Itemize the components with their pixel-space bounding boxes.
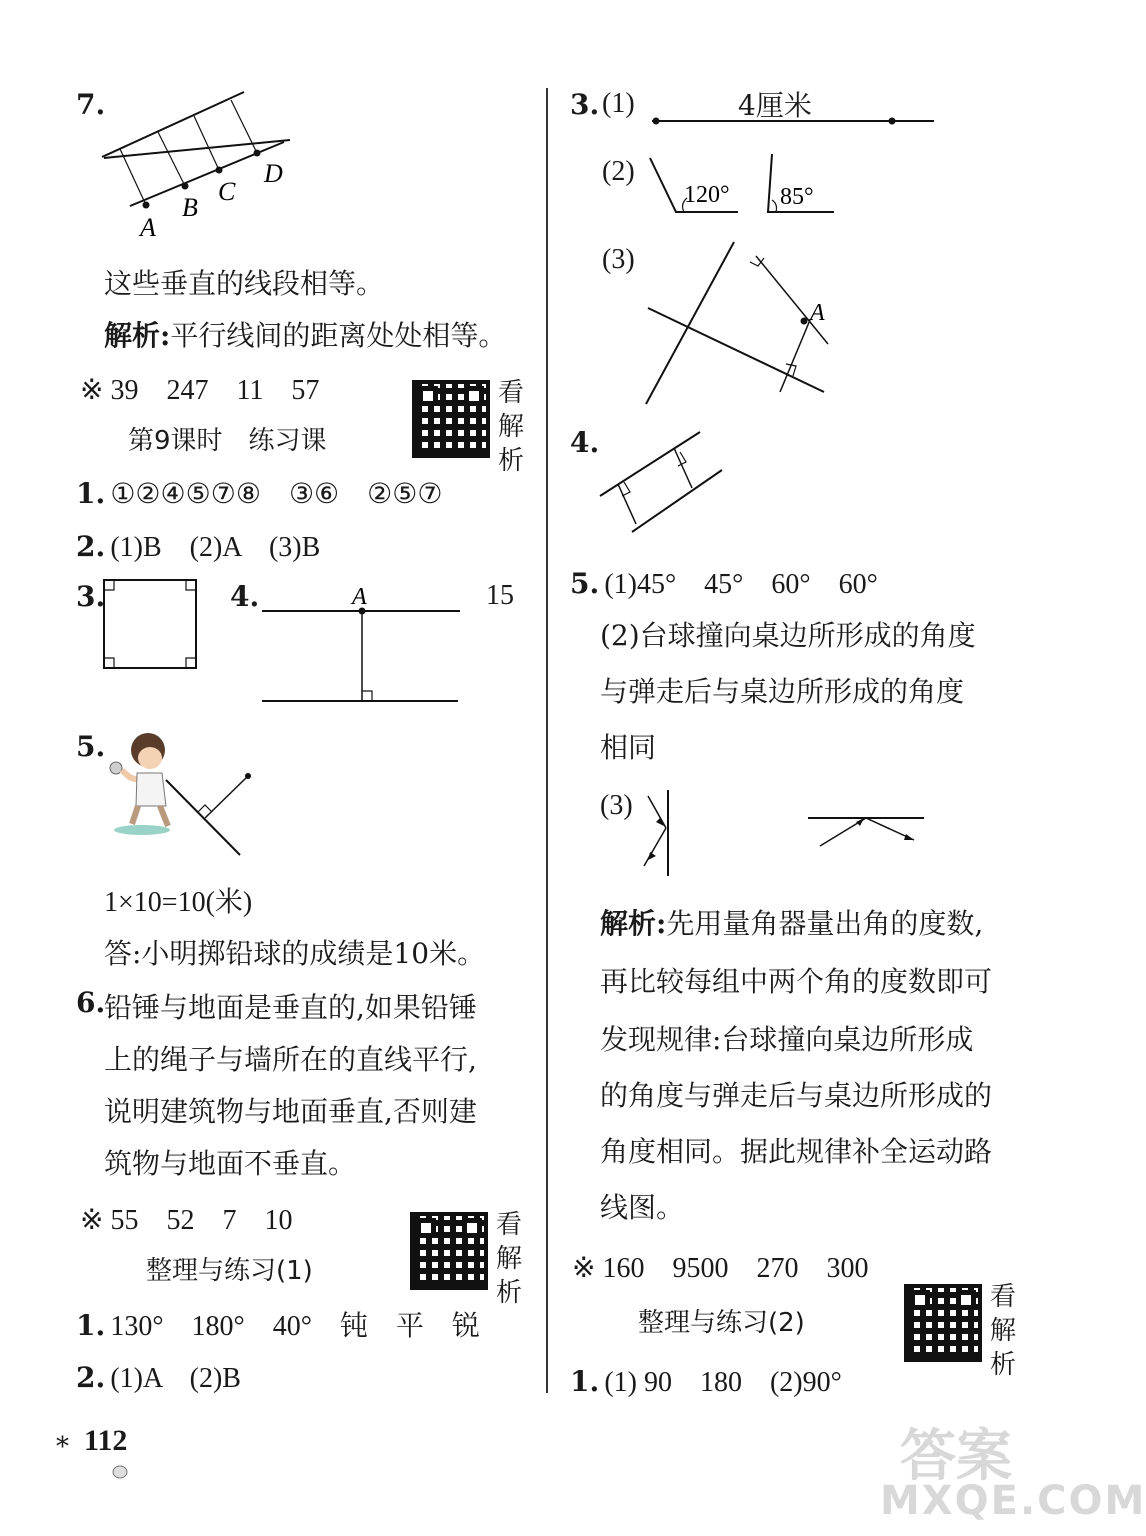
r-q3-part3: (3) — [602, 244, 635, 275]
r-q5-part2-line-2: 与弹走后与桌边所形成的角度 — [600, 675, 965, 708]
watermark-text: MXQE.COM — [880, 1478, 1146, 1524]
a5-number: 5. — [76, 730, 106, 763]
a4-value: 15 — [486, 580, 514, 611]
point-a-label: A — [140, 213, 156, 242]
r-q5-analysis-line-5: 角度相同。据此规律补全运动路 — [600, 1135, 993, 1168]
a5-calculation: 1×10=10(米) — [104, 887, 253, 918]
r-q5-analysis-line-4: 的角度与弹走后与桌边所形成的 — [600, 1079, 993, 1112]
footer-star: * — [56, 1432, 69, 1462]
qr-label: 看解析 — [990, 1282, 1017, 1380]
a1-number: 1. — [76, 477, 106, 510]
a4-point-label: A — [352, 584, 367, 610]
r-q5-part2-line-3: 相同 — [600, 731, 657, 764]
q7-analysis-label: 解析: — [104, 319, 171, 352]
a3-number: 3. — [76, 580, 106, 613]
a4-number: 4. — [230, 580, 260, 613]
r2-number: 2. — [76, 1361, 106, 1394]
qr-code[interactable] — [904, 1284, 982, 1362]
lesson-title: 第9课时 练习课 — [128, 426, 327, 456]
r-q5-analysis-line-1: 先用量角器量出角的度数, — [666, 907, 984, 940]
a6-line-2: 上的绳子与墙所在的直线平行, — [104, 1043, 477, 1076]
angle-120-label: 120° — [684, 182, 730, 208]
r-q3-part2: (2) — [602, 156, 635, 187]
a2-text: (1)B (2)A (3)B — [110, 532, 321, 563]
r-q5-part3: (3) — [600, 790, 633, 821]
q7-number: 7. — [76, 88, 106, 121]
r-q3-number: 3. — [570, 88, 600, 121]
qr-code[interactable] — [410, 1212, 488, 1290]
qr-label: 看解析 — [498, 378, 525, 476]
r-q5-analysis-line-6: 线图。 — [600, 1191, 685, 1224]
r-q5-number: 5. — [570, 567, 600, 600]
bonus-answers-3: ※ 160 9500 270 300 — [572, 1253, 869, 1284]
bonus-answers-2: ※ 55 52 7 10 — [80, 1205, 293, 1236]
a6-line-4: 筑物与地面不垂直。 — [104, 1147, 357, 1180]
r-q4-number: 4. — [570, 426, 600, 459]
point-c-label: C — [218, 177, 236, 206]
point-b-label: B — [182, 193, 198, 222]
r-q5-analysis-line-2: 再比较每组中两个角的度数即可 — [600, 965, 993, 998]
angle-85-label: 85° — [780, 184, 814, 210]
bonus-answers-1: ※ 39 247 11 57 — [80, 375, 320, 406]
r1-text: 130° 180° 40° 钝 平 锐 — [110, 1311, 480, 1342]
r-q3-part1: (1) — [602, 88, 635, 119]
r-q5-analysis-line-3: 发现规律:台球撞向桌边所形成 — [600, 1023, 974, 1056]
qr-label: 看解析 — [496, 1210, 523, 1308]
r21-number: 1. — [570, 1365, 600, 1398]
a1-text: ①②④⑤⑦⑧ ③⑥ ②⑤⑦ — [110, 477, 443, 510]
r1-number: 1. — [76, 1309, 106, 1342]
q7-answer: 这些垂直的线段相等。 — [104, 267, 385, 300]
r-q5-part2-line-1: (2)台球撞向桌边所形成的角度 — [600, 619, 976, 652]
r-q3-length: 4厘米 — [738, 89, 812, 122]
page-number: 112 — [84, 1424, 128, 1457]
r2-text: (1)A (2)B — [110, 1363, 241, 1394]
q7-analysis: 平行线间的距离处处相等。 — [170, 319, 507, 352]
a2-number: 2. — [76, 530, 106, 563]
a6-line-3: 说明建筑物与地面垂直,否则建 — [104, 1095, 477, 1128]
r21-text: (1) 90 180 (2)90° — [604, 1367, 842, 1398]
r-q3-point-label: A — [810, 300, 825, 326]
a6-line-1: 铅锤与地面是垂直的,如果铅锤 — [104, 991, 477, 1024]
a6-number: 6. — [76, 986, 106, 1019]
a5-answer: 答:小明掷铅球的成绩是10米。 — [104, 937, 486, 970]
r-q5-part1: (1)45° 45° 60° 60° — [604, 569, 878, 600]
point-d-label: D — [264, 159, 283, 188]
r-q5-analysis-label: 解析: — [600, 907, 667, 940]
review-1-title: 整理与练习(1) — [146, 1256, 313, 1286]
watermark-logo: 答案 — [900, 1424, 1012, 1489]
review-2-title: 整理与练习(2) — [638, 1308, 805, 1338]
